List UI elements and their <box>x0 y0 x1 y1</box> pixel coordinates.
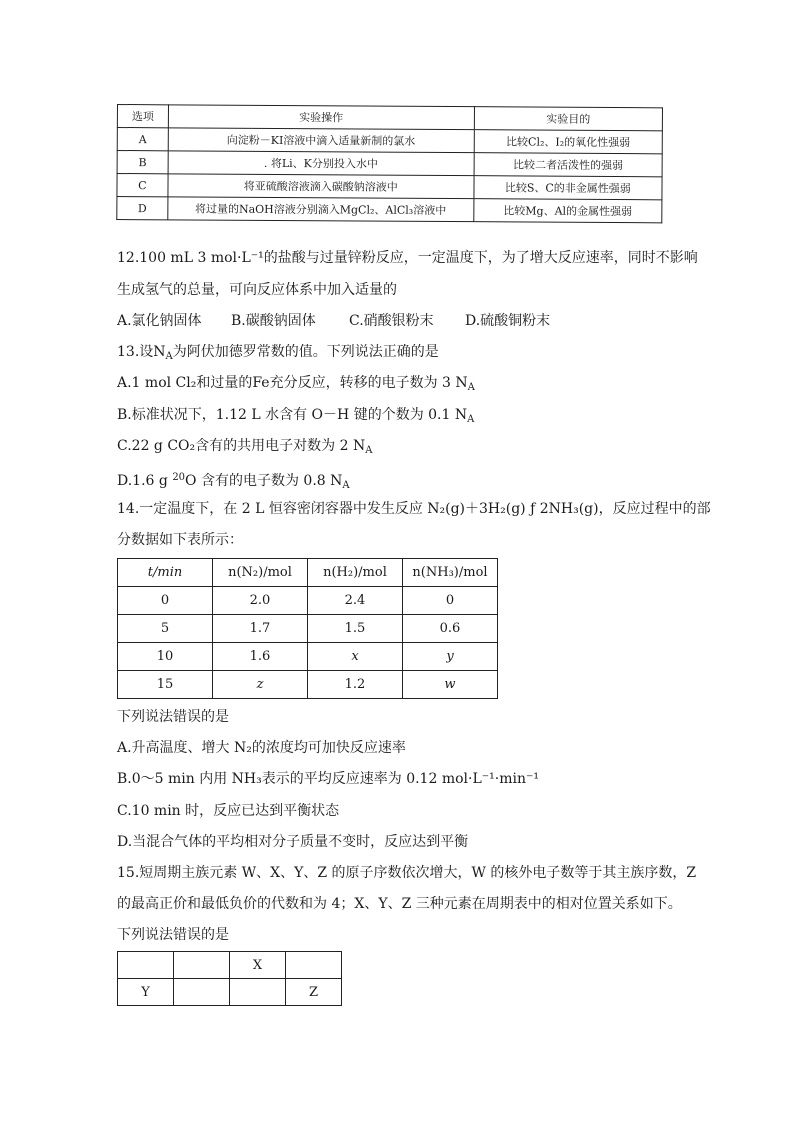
table-cell: 2.0 <box>213 587 308 615</box>
table-cell: 比较S、C的非金属性强弱 <box>474 176 662 200</box>
q12-stem-line2: 生成氢气的总量，可向反应体系中加入适量的 <box>117 282 397 298</box>
table-row <box>117 197 662 223</box>
table-cell: 向淀粉－KI溶液中滴入适量新制的氯水 <box>168 128 474 153</box>
table-row <box>118 643 498 671</box>
grid-row <box>118 979 342 1006</box>
q15-stem-line1: 15.短周期主族元素 W、X、Y、Z 的原子序数依次增大，W 的核外电子数等于其主族序数，Z <box>117 865 697 881</box>
q13-option-b <box>117 406 474 429</box>
q13-stem-sub: A <box>165 351 173 362</box>
table-header-cell: n(H₂)/mol <box>308 559 403 587</box>
table-cell: . 将Li、K分别投入水中 <box>168 151 474 176</box>
q13-stem-tail: 为阿伏加德罗常数的值。下列说法正确的是 <box>172 344 439 360</box>
table-header-cell: 选项 <box>117 105 168 128</box>
table-header-cell: t/min <box>118 559 213 587</box>
q12-options <box>117 312 550 330</box>
q13-option-c <box>117 437 372 460</box>
q13-option-d-tail: O 含有的电子数为 0.8 N <box>185 473 343 489</box>
grid-cell <box>174 952 230 979</box>
table-row <box>118 615 498 643</box>
q14-prompt: 下列说法错误的是 <box>117 709 229 725</box>
table-header-cell: 实验操作 <box>168 105 474 130</box>
table-row <box>118 587 498 615</box>
table-cell: 0 <box>118 587 213 615</box>
grid-cell <box>230 979 286 1006</box>
q13-stem-text: 13.设N <box>117 344 166 360</box>
table-cell: 1.6 <box>213 643 308 671</box>
q13-option-b-text: B.标准状况下，1.12 L 水含有 O－H 键的个数为 0.1 N <box>117 407 468 423</box>
table-cell: C <box>117 174 168 197</box>
table-cell: 将亚硫酸溶液滴入碳酸钠溶液中 <box>168 174 474 199</box>
experiment-table <box>116 104 663 223</box>
grid-cell <box>174 979 230 1006</box>
table-header-cell: n(N₂)/mol <box>213 559 308 587</box>
table-row <box>117 151 662 177</box>
q14-stem-line1: 14.一定温度下，在 2 L 恒容密闭容器中发生反应 N₂(g)＋3H₂(g) ƒ 2NH₃(g)，反应过程中的部 <box>117 501 711 517</box>
grid-cell: X <box>230 952 286 979</box>
q13-isotope-sup: 20 <box>172 472 186 483</box>
q13-sub: A <box>342 480 350 491</box>
q13-sub: A <box>467 414 475 425</box>
q13-stem <box>117 343 439 366</box>
table-cell: 2.4 <box>308 587 403 615</box>
table-cell: 1.2 <box>308 671 403 699</box>
table-cell: 15 <box>118 671 213 699</box>
table-header-row <box>118 559 498 587</box>
grid-cell: Z <box>286 979 342 1006</box>
q13-sub: A <box>467 382 475 393</box>
q14-option-a: A.升高温度、增大 N₂的浓度均可加快反应速率 <box>117 740 406 756</box>
table-cell: 5 <box>118 615 213 643</box>
table-cell: 0.6 <box>403 615 498 643</box>
kinetics-table <box>117 558 498 699</box>
table-cell: 10 <box>118 643 213 671</box>
table-row <box>117 174 662 200</box>
table-header-cell: n(NH₃)/mol <box>403 559 498 587</box>
grid-cell: Y <box>118 979 174 1006</box>
q13-sub: A <box>365 445 373 456</box>
q13-option-d <box>117 469 350 495</box>
grid-row <box>118 952 342 979</box>
table-cell: w <box>403 671 498 699</box>
q12-option-b: B.碳酸钠固体 <box>231 313 316 329</box>
table-cell: D <box>117 197 168 220</box>
table-cell: 1.7 <box>213 615 308 643</box>
q13-option-a-text: A.1 mol Cl₂和过量的Fe充分反应，转移的电子数为 3 N <box>117 375 468 391</box>
table-row <box>118 671 498 699</box>
table-cell: 将过量的NaOH溶液分别滴入MgCl₂、AlCl₃溶液中 <box>168 197 474 222</box>
table-cell: 比较Mg、Al的金属性强弱 <box>473 199 661 223</box>
periodic-position-grid <box>117 951 342 1006</box>
grid-cell <box>118 952 174 979</box>
table-cell: 比较二者活泼性的强弱 <box>474 153 662 177</box>
table-cell: 0 <box>403 587 498 615</box>
q12-option-c: C.硝酸银粉末 <box>349 313 434 329</box>
q12-stem-line1: 12.100 mL 3 mol·L⁻¹的盐酸与过量锌粉反应，一定温度下，为了增大反应速率，同时不影响 <box>117 250 698 266</box>
table-cell: x <box>308 643 403 671</box>
q14-stem-line2: 分数据如下表所示： <box>117 532 243 548</box>
grid-cell <box>286 952 342 979</box>
q14-option-d: D.当混合气体的平均相对分子质量不变时，反应达到平衡 <box>117 834 469 850</box>
q13-option-d-text: D.1.6 g <box>117 473 173 489</box>
table-header-row <box>117 105 662 131</box>
table-row <box>117 128 662 154</box>
q15-stem-line2: 的最高正价和最低负价的代数和为 4；X、Y、Z 三种元素在周期表中的相对位置关系如下。 <box>117 896 682 912</box>
table-cell: z <box>213 671 308 699</box>
q15-stem-line3: 下列说法错误的是 <box>117 927 229 943</box>
q12-option-d: D.硫酸铜粉末 <box>465 313 551 329</box>
table-cell: 1.5 <box>308 615 403 643</box>
table-cell: y <box>403 643 498 671</box>
table-cell: B <box>117 151 168 174</box>
q12-option-a: A.氯化钠固体 <box>117 313 202 329</box>
q13-option-a <box>117 374 475 397</box>
q14-option-b: B.0～5 min 内用 NH₃表示的平均反应速率为 0.12 mol·L⁻¹·min⁻¹ <box>117 771 539 787</box>
table-header-cell: 实验目的 <box>474 107 662 131</box>
q13-option-c-text: C.22 g CO₂含有的共用电子对数为 2 N <box>117 438 366 454</box>
table-cell: 比较Cl₂、I₂的氧化性强弱 <box>474 130 662 154</box>
q14-option-c: C.10 min 时，反应已达到平衡状态 <box>117 803 340 819</box>
table-cell: A <box>117 128 168 151</box>
